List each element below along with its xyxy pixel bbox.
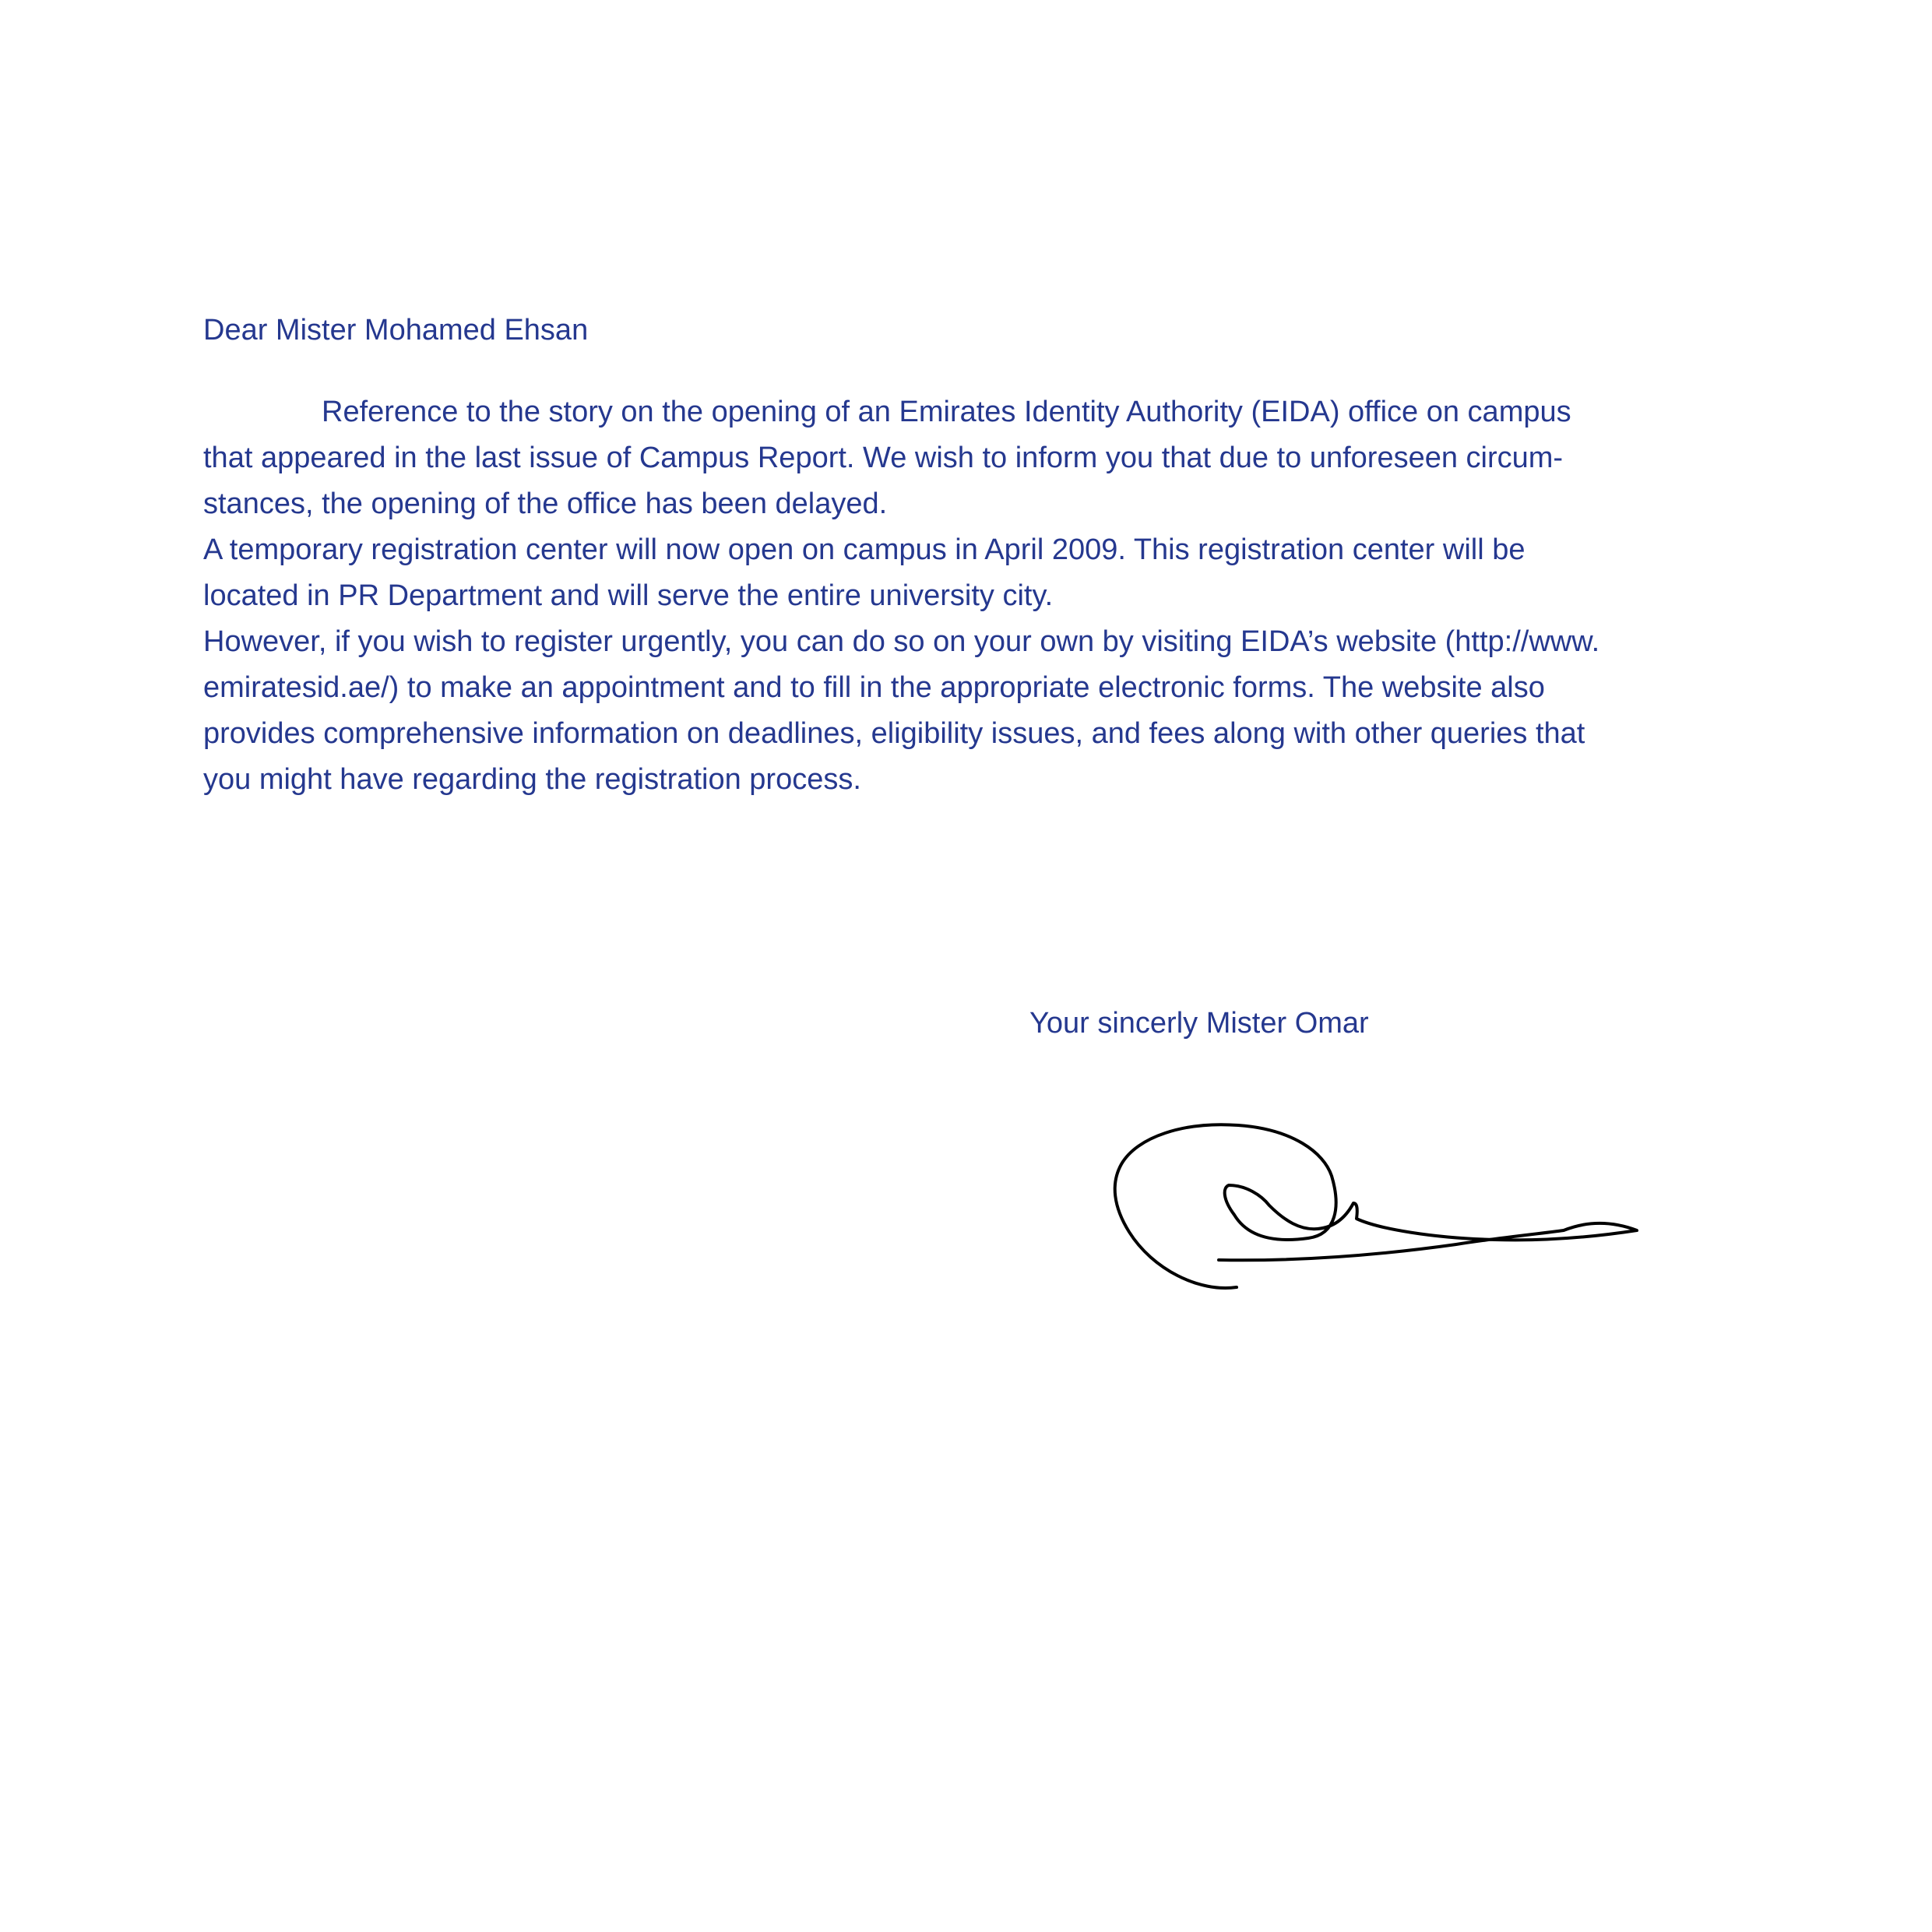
handwritten-signature-icon xyxy=(1106,1106,1660,1300)
body-line: stances, the opening of the office has been delayed. xyxy=(203,487,888,520)
body-line: provides comprehensive information on deadlines, eligibility issues, and fees along with other queries that xyxy=(203,717,1585,750)
body-line: However, if you wish to register urgently, you can do so on your own by visiting EIDA’s website (http://www. xyxy=(203,625,1600,658)
body-line: A temporary registration center will now open on campus in April 2009. This registration center will be xyxy=(203,533,1526,566)
body-line: emiratesid.ae/) to make an appointment and to fill in the appropriate electronic forms. The website also xyxy=(203,671,1545,704)
body-line: Reference to the story on the opening of an Emirates Identity Authority (EIDA) office on campus xyxy=(322,396,1571,428)
body-line: that appeared in the last issue of Campus Report. We wish to inform you that due to unforeseen circum- xyxy=(203,442,1564,474)
salutation: Dear Mister Mohamed Ehsan xyxy=(203,314,589,347)
closing-signoff: Your sincerly Mister Omar xyxy=(1029,1007,1369,1040)
letter-body xyxy=(203,389,1599,803)
body-line: located in PR Department and will serve the entire university city. xyxy=(203,579,1054,612)
body-line: you might have regarding the registration process. xyxy=(203,763,861,796)
signature-stroke xyxy=(1115,1124,1637,1288)
